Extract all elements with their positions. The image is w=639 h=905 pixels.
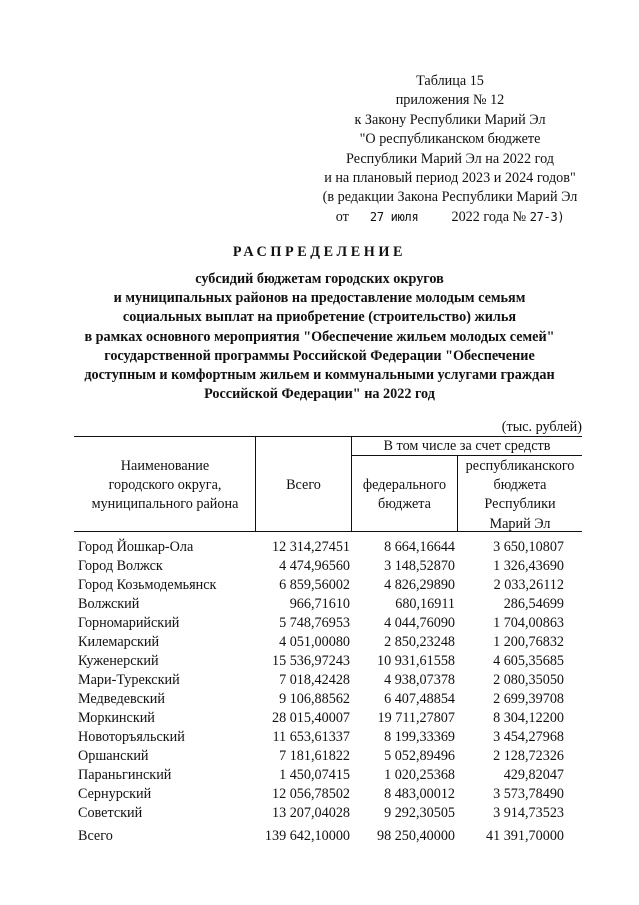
subtitle-line: Российской Федерации" на 2022 год [204, 386, 435, 403]
handwritten-date: 27 июля [369, 209, 419, 224]
row-total: 13 207,04028 [271, 805, 350, 821]
table-row [0, 785, 639, 804]
header-line: Таблица 15 [416, 73, 484, 89]
header-line: и на плановый период 2023 и 2024 годов" [324, 170, 576, 187]
row-federal: 8 199,33369 [384, 729, 455, 745]
table-row [0, 557, 639, 576]
subtitle-line: доступным и комфортным жильем и коммунальными услугами граждан [84, 367, 555, 384]
row-federal: 3 148,52870 [384, 558, 455, 574]
row-total: 6 859,56002 [279, 577, 350, 593]
table-row [0, 671, 639, 690]
header-line: приложения № 12 [395, 92, 505, 109]
header-republic-line: республиканского [465, 458, 575, 474]
row-total: 4 474,96560 [279, 558, 350, 574]
table-row [0, 747, 639, 766]
subtitle-line: и муниципальных районов на предоставление молодым семьям [113, 290, 526, 307]
row-name: Город Волжск [78, 558, 163, 574]
header-line: к Закону Республики Марий Эл [354, 111, 546, 128]
row-republic: 2 080,35050 [493, 672, 564, 688]
row-republic: 286,54699 [503, 596, 564, 612]
row-name: Город Козьмодемьянск [78, 577, 217, 593]
row-republic: 2 699,39708 [493, 691, 564, 707]
table-row [0, 614, 639, 633]
header-name-column [76, 457, 254, 515]
table-total-row [0, 827, 639, 846]
total-row-federal: 98 250,40000 [376, 828, 455, 844]
table-row [0, 595, 639, 614]
header-republic-line: Марий Эл [489, 515, 551, 532]
row-name: Волжский [78, 596, 140, 612]
row-republic: 3 914,73523 [493, 805, 564, 821]
table-row [0, 576, 639, 595]
header-date-line [300, 208, 600, 227]
header-republic-line: бюджета [493, 477, 547, 494]
row-name: Оршанский [78, 748, 149, 764]
row-federal: 4 938,07378 [384, 672, 455, 688]
header-total-column: Всего [286, 477, 321, 493]
total-row-label: Всего [78, 828, 113, 844]
row-republic: 2 128,72326 [493, 748, 564, 764]
row-republic: 1 200,76832 [493, 634, 564, 650]
row-federal: 9 292,30505 [384, 805, 455, 821]
subtitle-line: в рамках основного мероприятия "Обеспечение жильем молодых семей" [84, 328, 555, 345]
row-total: 9 106,88562 [279, 691, 350, 707]
total-row-republic: 41 391,70000 [485, 828, 564, 844]
row-republic: 8 304,12200 [493, 710, 564, 726]
row-federal: 6 407,48854 [384, 691, 455, 707]
from-prefix: от [335, 208, 349, 225]
year-text: 2022 года № [451, 208, 527, 225]
row-total: 12 314,27451 [271, 539, 350, 555]
table-row [0, 538, 639, 557]
row-total: 966,71610 [289, 596, 350, 612]
row-republic: 1 704,00863 [493, 615, 564, 631]
row-name: Советский [78, 805, 143, 821]
row-total: 7 018,42428 [279, 672, 350, 688]
row-name: Куженерский [78, 653, 159, 669]
table-row [0, 766, 639, 785]
row-name: Новоторъяльский [78, 729, 185, 745]
row-name: Килемарский [78, 634, 160, 650]
row-republic: 2 033,26112 [493, 577, 564, 593]
row-republic: 3 454,27968 [493, 729, 564, 745]
table-row [0, 728, 639, 747]
document-title: РАСПРЕДЕЛЕНИЕ [232, 244, 407, 260]
table-row [0, 652, 639, 671]
row-republic: 1 326,43690 [493, 558, 564, 574]
header-name-line: Наименование [120, 458, 210, 474]
row-federal: 2 850,23248 [384, 634, 455, 650]
row-federal: 4 044,76090 [384, 615, 455, 631]
row-federal: 1 020,25368 [384, 767, 455, 783]
header-republic-line: Республики [484, 496, 556, 513]
header-line: "О республиканском бюджете [359, 131, 541, 148]
row-federal: 680,16911 [395, 596, 455, 612]
subtitle-line: субсидий бюджетам городских округов [195, 271, 444, 287]
row-federal: 10 931,61558 [376, 653, 455, 669]
row-name: Моркинский [78, 710, 155, 726]
header-federal-line: федерального [362, 477, 447, 493]
header-name-line: муниципального района [91, 496, 239, 513]
units-label: (тыс. рублей) [501, 419, 582, 435]
row-total: 7 181,61822 [279, 748, 350, 764]
row-federal: 4 826,29890 [384, 577, 455, 593]
row-total: 28 015,40007 [271, 710, 350, 726]
row-name: Город Йошкар-Ола [78, 539, 194, 555]
row-name: Параньгинский [78, 767, 172, 783]
row-republic: 4 605,35685 [493, 653, 564, 669]
row-federal: 8 664,16644 [384, 539, 455, 555]
row-name: Мари-Турекский [78, 672, 180, 688]
header-federal-column [352, 476, 457, 514]
handwritten-number: 27-3) [529, 209, 565, 224]
row-republic: 3 650,10807 [493, 539, 564, 555]
row-republic: 429,82047 [503, 767, 564, 783]
total-row-total: 139 642,10000 [264, 828, 350, 844]
row-republic: 3 573,78490 [493, 786, 564, 802]
header-name-line: городского округа, [108, 477, 222, 494]
row-name: Горномарийский [78, 615, 180, 631]
row-name: Сернурский [78, 786, 152, 802]
row-total: 1 450,07415 [279, 767, 350, 783]
row-name: Медведевский [78, 691, 165, 707]
row-total: 5 748,76953 [279, 615, 350, 631]
table-row [0, 690, 639, 709]
header-federal-line: бюджета [378, 496, 431, 513]
document-subtitle [40, 270, 599, 404]
row-federal: 8 483,00012 [384, 786, 455, 802]
header-line: (в редакции Закона Республики Марий Эл [322, 189, 578, 206]
document-header [300, 72, 600, 227]
row-total: 11 653,61337 [272, 729, 350, 745]
table-row [0, 633, 639, 652]
header-republic-column [458, 457, 582, 534]
table-row [0, 804, 639, 823]
row-total: 12 056,78502 [271, 786, 350, 802]
subtitle-line: социальных выплат на приобретение (строительство) жилья [122, 309, 517, 326]
row-federal: 5 052,89496 [384, 748, 455, 764]
row-total: 15 536,97243 [271, 653, 350, 669]
header-line: Республики Марий Эл на 2022 год [346, 150, 554, 167]
row-total: 4 051,00080 [279, 634, 350, 650]
header-group: В том числе за счет средств [383, 438, 551, 454]
row-federal: 19 711,27807 [377, 710, 455, 726]
table-row [0, 709, 639, 728]
subtitle-line: государственной программы Российской Федерации "Обеспечение [104, 347, 535, 364]
